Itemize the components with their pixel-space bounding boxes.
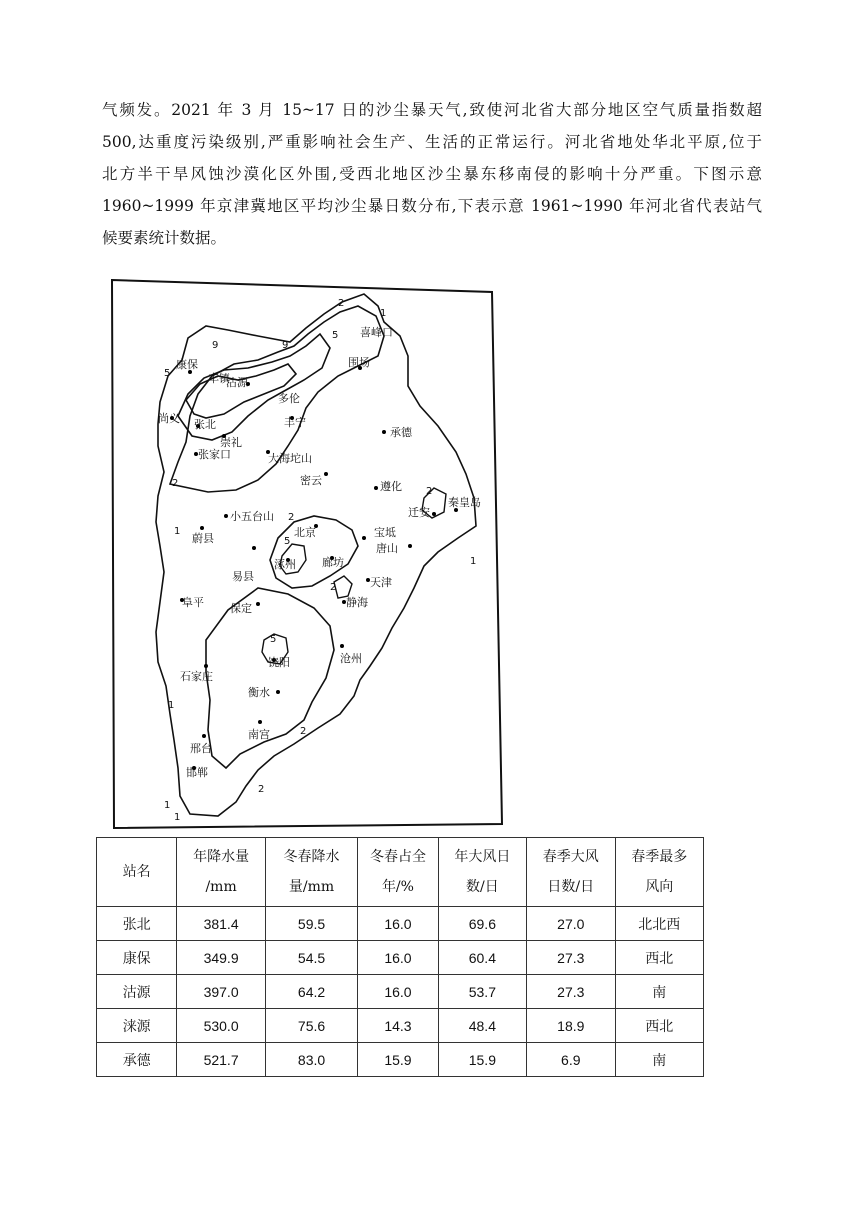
paragraph-line: 500,达重度污染级别,严重影响社会生产、生活的正常运行。河北省地处华北平原,位于	[102, 133, 762, 151]
contour-2-south	[206, 588, 334, 768]
place-label: 崇礼	[220, 436, 242, 449]
contour-value: 2	[330, 582, 337, 593]
place-label: 天津	[370, 576, 392, 589]
place-label: 张家口	[198, 448, 231, 461]
cell-value: 6.9	[527, 1043, 615, 1077]
header-winter-spring-precip: 冬春降水 量/mm	[265, 838, 357, 907]
contour-value: 5	[270, 634, 277, 645]
cell-value: 59.5	[265, 907, 357, 941]
place-label: 多伦	[278, 392, 300, 405]
climate-stats-table	[96, 837, 704, 1077]
place-dot	[276, 690, 280, 694]
place-label: 尚义	[158, 412, 180, 425]
contour-value: 1	[174, 812, 181, 823]
map-frame	[112, 280, 502, 828]
contour-value: 1	[164, 800, 171, 811]
contour-value: 5	[332, 330, 339, 341]
cell-value: 14.3	[358, 1009, 438, 1043]
place-label: 保定	[230, 602, 252, 615]
cell-direction: 南	[615, 975, 704, 1009]
place-dot	[374, 486, 378, 490]
cell-value: 60.4	[438, 941, 526, 975]
place-label: 宝坻	[374, 526, 396, 539]
cell-value: 69.6	[438, 907, 526, 941]
contour-value: 1	[168, 700, 175, 711]
place-label: 静海	[346, 596, 368, 609]
table-row	[97, 941, 704, 975]
cell-value: 521.7	[177, 1043, 265, 1077]
map-svg	[108, 276, 508, 832]
contour-value: 5	[164, 368, 171, 379]
place-dot	[432, 512, 436, 516]
place-dot	[362, 536, 366, 540]
cell-station: 涞源	[97, 1009, 177, 1043]
place-label: 沽源	[226, 376, 248, 389]
cell-value: 15.9	[358, 1043, 438, 1077]
cell-value: 48.4	[438, 1009, 526, 1043]
place-label: 阜平	[182, 596, 204, 609]
paragraph-line: 候要素统计数据。	[102, 229, 227, 247]
cell-station: 沽源	[97, 975, 177, 1009]
place-dot	[382, 430, 386, 434]
contour-value: 9	[212, 340, 219, 351]
header-spring-gale-days: 春季大风 日数/日	[527, 838, 615, 907]
place-label: 饶阳	[268, 656, 290, 669]
place-label: 易县	[232, 570, 254, 583]
place-dot	[252, 546, 256, 550]
place-label: 蔚县	[192, 532, 214, 545]
contour-value: 1	[470, 556, 477, 567]
place-label: 邯郸	[186, 766, 208, 779]
table-row	[97, 1043, 704, 1077]
place-label: 迁安	[408, 506, 430, 519]
contour-value: 1	[174, 526, 181, 537]
cell-value: 27.3	[527, 975, 615, 1009]
cell-direction: 西北	[615, 1009, 704, 1043]
place-label: 邢台	[190, 742, 212, 755]
contour-value: 2	[300, 726, 307, 737]
cell-value: 27.3	[527, 941, 615, 975]
place-label: 丰镇	[208, 372, 230, 385]
header-spring-wind-direction: 春季最多 风向	[615, 838, 704, 907]
map-places	[158, 325, 481, 779]
cell-value: 83.0	[265, 1043, 357, 1077]
contour-9	[186, 364, 296, 418]
place-label: 丰宁	[284, 416, 306, 429]
place-dot	[200, 526, 204, 530]
paragraph-line: 气频发。2021 年 3 月 15~17 日的沙尘暴天气,致使河北省大部分地区空气质量指数超	[102, 101, 762, 119]
cell-station: 康保	[97, 941, 177, 975]
intro-paragraph	[102, 94, 762, 254]
place-label: 密云	[300, 474, 322, 487]
place-label: 小五台山	[230, 510, 274, 523]
header-annual-precip: 年降水量 /mm	[177, 838, 265, 907]
cell-value: 54.5	[265, 941, 357, 975]
cell-value: 15.9	[438, 1043, 526, 1077]
cell-value: 64.2	[265, 975, 357, 1009]
place-label: 石家庄	[180, 670, 213, 683]
cell-value: 16.0	[358, 907, 438, 941]
cell-value: 397.0	[177, 975, 265, 1009]
paragraph-line: 1960~1999 年京津冀地区平均沙尘暴日数分布,下表示意 1961~1990 年河北省代表站气	[102, 197, 762, 215]
place-label: 张北	[194, 418, 216, 431]
contour-value: 2	[172, 478, 179, 489]
contour-value: 2	[426, 486, 433, 497]
place-label: 唐山	[376, 542, 398, 555]
table-row	[97, 907, 704, 941]
place-label: 围场	[348, 356, 370, 369]
cell-value: 349.9	[177, 941, 265, 975]
place-dot	[256, 602, 260, 606]
table-row	[97, 1009, 704, 1043]
place-dot	[340, 644, 344, 648]
cell-direction: 西北	[615, 941, 704, 975]
contour-value: 2	[288, 512, 295, 523]
contour-value: 5	[284, 536, 291, 547]
place-label: 北京	[294, 526, 316, 539]
cell-station: 张北	[97, 907, 177, 941]
place-dot	[324, 472, 328, 476]
contour-value: 2	[258, 784, 265, 795]
place-label: 秦皇岛	[448, 496, 481, 509]
table-header-row	[97, 838, 704, 907]
place-label: 承德	[390, 426, 412, 439]
place-dot	[258, 720, 262, 724]
cell-direction: 北北西	[615, 907, 704, 941]
place-label: 廊坊	[322, 556, 344, 569]
place-dot	[224, 514, 228, 518]
place-label: 涿州	[274, 558, 296, 571]
contour-value: 2	[338, 298, 345, 309]
place-dot	[408, 544, 412, 548]
contour-value: 9	[282, 340, 289, 351]
place-label: 喜峰口	[360, 326, 393, 339]
place-label: 大海坨山	[268, 452, 312, 465]
paragraph-line: 北方半干旱风蚀沙漠化区外围,受西北地区沙尘暴东移南侵的影响十分严重。下图示意	[102, 165, 762, 183]
cell-value: 16.0	[358, 941, 438, 975]
header-gale-days: 年大风日 数/日	[438, 838, 526, 907]
header-share: 冬春占全 年/%	[358, 838, 438, 907]
cell-value: 75.6	[265, 1009, 357, 1043]
cell-direction: 南	[615, 1043, 704, 1077]
place-dot	[202, 734, 206, 738]
place-label: 衡水	[248, 686, 270, 699]
place-label: 康保	[176, 358, 198, 371]
table-row	[97, 975, 704, 1009]
cell-value: 16.0	[358, 975, 438, 1009]
cell-value: 530.0	[177, 1009, 265, 1043]
cell-value: 18.9	[527, 1009, 615, 1043]
cell-value: 27.0	[527, 907, 615, 941]
contour-value: 1	[380, 308, 387, 319]
contour-2-jinghai	[334, 576, 352, 598]
place-label: 沧州	[340, 652, 362, 665]
place-dot	[204, 664, 208, 668]
cell-station: 承德	[97, 1043, 177, 1077]
dust-storm-days-map	[108, 276, 508, 832]
cell-value: 53.7	[438, 975, 526, 1009]
place-label: 南宫	[248, 728, 270, 741]
header-station: 站名	[97, 838, 177, 907]
cell-value: 381.4	[177, 907, 265, 941]
place-label: 遵化	[380, 480, 402, 493]
